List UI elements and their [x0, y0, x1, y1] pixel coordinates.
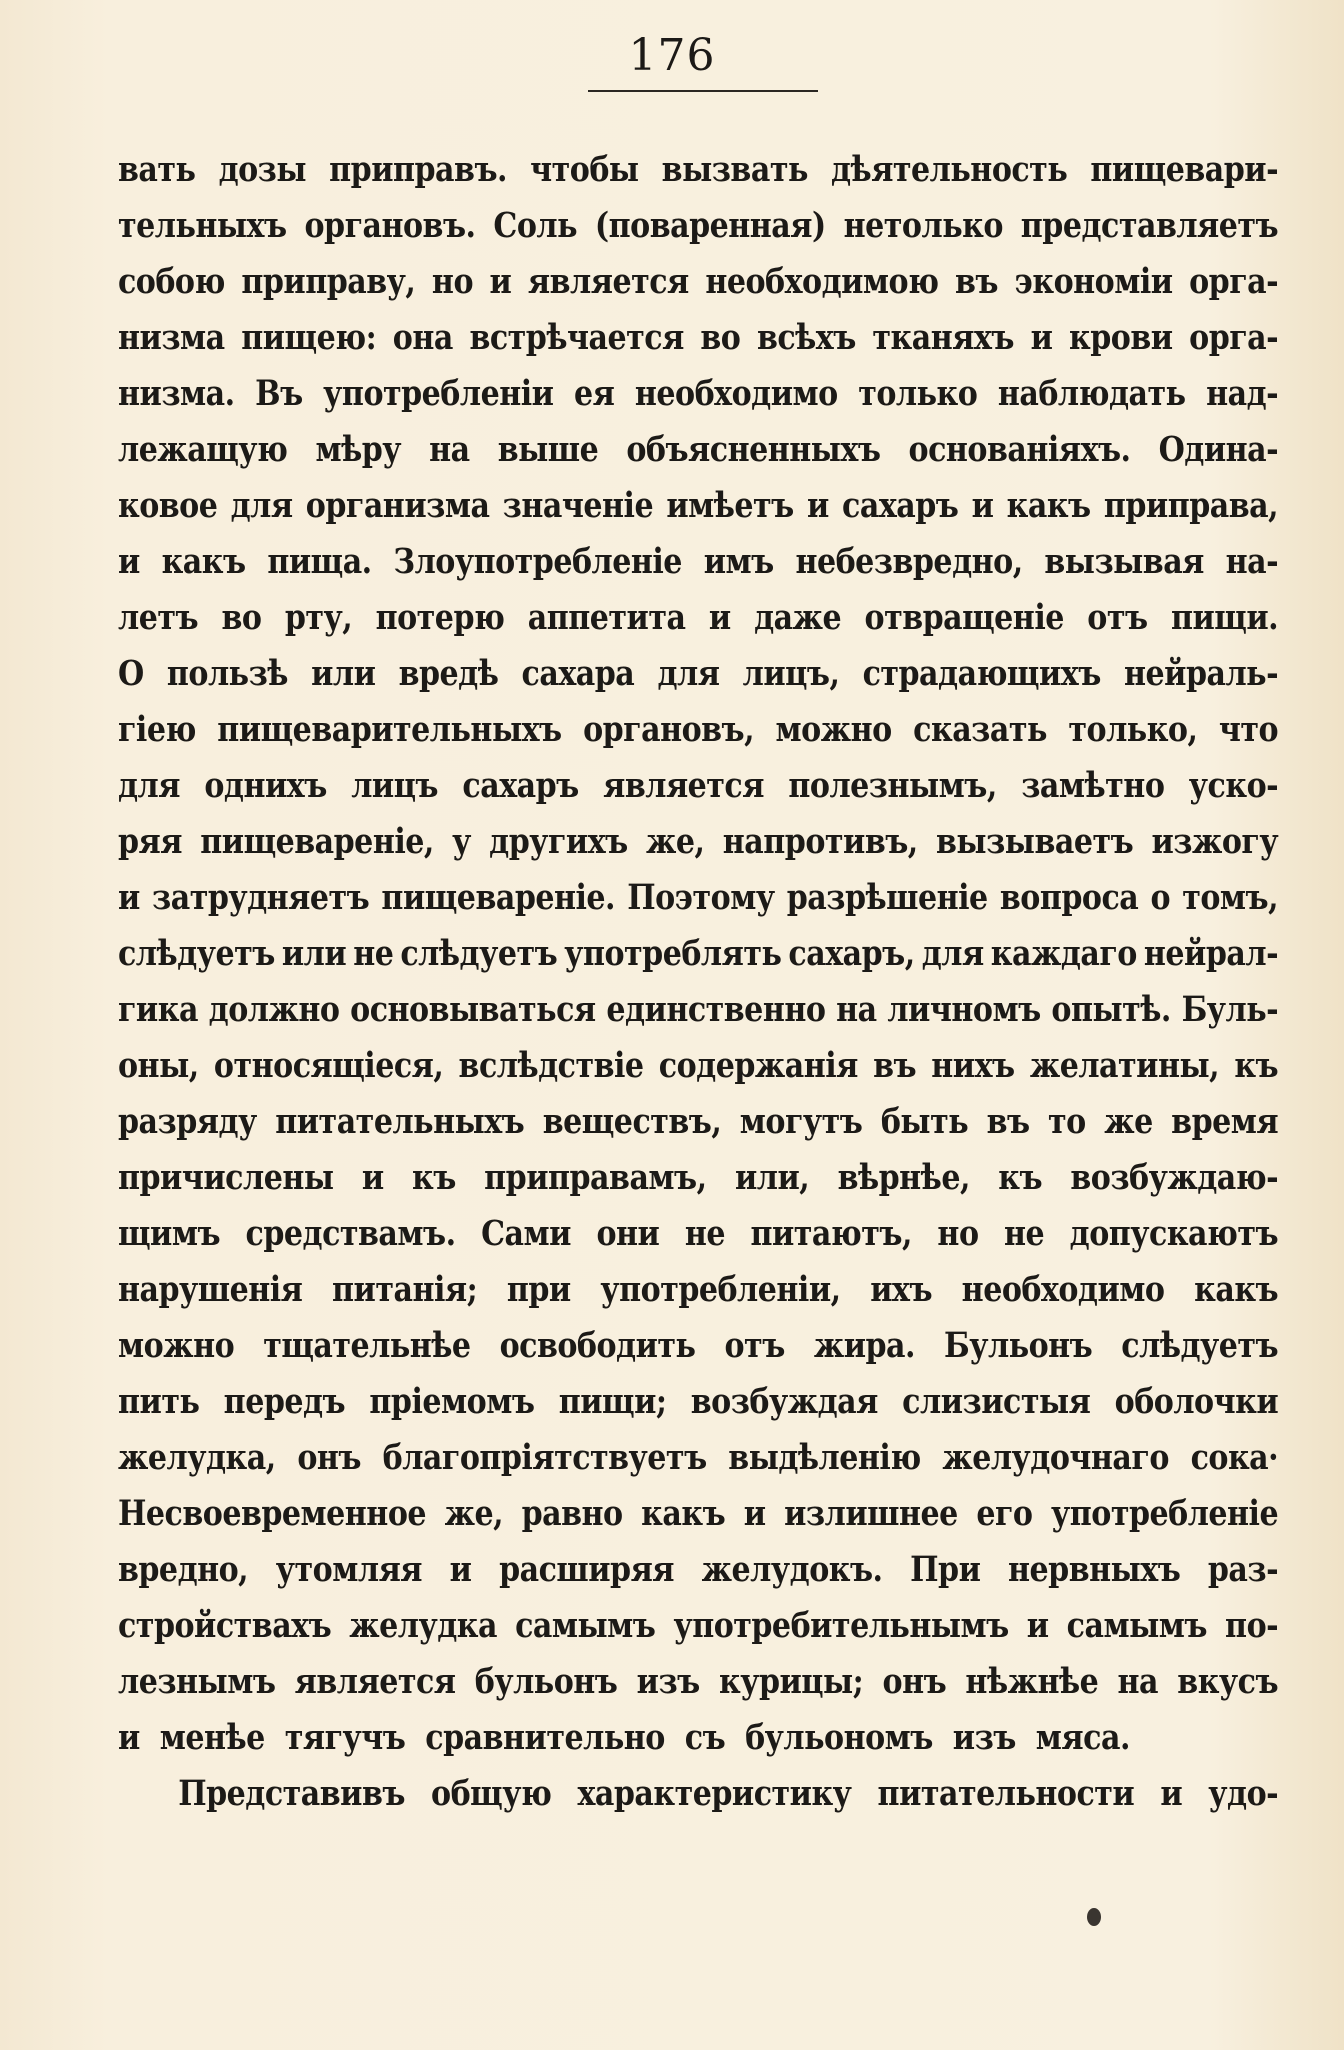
text-line: гіею пищеварительныхъ органовъ, можно сказать только, что — [118, 709, 1279, 750]
text-line: собою приправу, но и является необходимою въ экономіи орга- — [118, 261, 1279, 302]
text-line: желудка, онъ благопріятствуетъ выдѣленію желудочнаго сока· — [118, 1437, 1279, 1478]
text-line: для однихъ лицъ сахаръ является полезнымъ, замѣтно уско- — [118, 765, 1279, 806]
text-line: можно тщательнѣе освободить отъ жира. Бульонъ слѣдуетъ — [118, 1325, 1279, 1366]
text-line: низма. Въ употребленіи ея необходимо только наблюдать над- — [118, 373, 1279, 414]
text-line: вредно, утомляя и расширяя желудокъ. При нервныхъ раз- — [118, 1549, 1279, 1590]
text-line: причислены и къ приправамъ, или, вѣрнѣе, къ возбуждаю- — [118, 1157, 1279, 1198]
text-line: низма пищею: она встрѣчается во всѣхъ тканяхъ и крови орга- — [118, 317, 1279, 358]
header-rule — [588, 90, 818, 92]
text-line: лежащую мѣру на выше объясненныхъ основаніяхъ. Одина- — [118, 429, 1279, 470]
text-line: летъ во рту, потерю аппетита и даже отвращеніе отъ пищи. — [118, 597, 1279, 638]
ornament-icon — [1087, 1908, 1101, 1926]
page-number: 176 — [628, 30, 716, 81]
text-line: и затрудняетъ пищевареніе. Поэтому разрѣшеніе вопроса о томъ, — [118, 877, 1279, 918]
text-line: стройствахъ желудка самымъ употребительнымъ и самымъ по- — [118, 1605, 1279, 1646]
body-text — [118, 142, 1278, 1822]
text-line: и какъ пища. Злоупотребленіе имъ небезвредно, вызывая на- — [118, 541, 1279, 582]
text-line: разряду питательныхъ веществъ, могутъ быть въ то же время — [118, 1101, 1279, 1142]
text-line: ковое для организма значеніе имѣетъ и сахаръ и какъ приправа, — [118, 485, 1279, 526]
text-line: Представивъ общую характеристику питательности и удо- — [178, 1773, 1279, 1814]
text-line: слѣдуетъ или не слѣдуетъ употреблять сахаръ, для каждаго нейрал- — [118, 933, 1279, 974]
text-line: и менѣе тягучъ сравнительно съ бульономъ изъ мяса. — [118, 1717, 1130, 1758]
text-line: щимъ средствамъ. Сами они не питаютъ, но не допускаютъ — [118, 1213, 1279, 1254]
text-line: пить передъ пріемомъ пищи; возбуждая слизистыя оболочки — [118, 1381, 1279, 1422]
text-line: О пользѣ или вредѣ сахара для лицъ, страдающихъ нейраль- — [118, 653, 1279, 694]
text-line: тельныхъ органовъ. Соль (поваренная) нетолько представляетъ — [118, 205, 1279, 246]
text-line: ряя пищевареніе, у другихъ же, напротивъ, вызываетъ изжогу — [118, 821, 1279, 862]
text-line: лезнымъ является бульонъ изъ курицы; онъ нѣжнѣе на вкусъ — [118, 1661, 1279, 1702]
text-line: гика должно основываться единственно на личномъ опытѣ. Буль- — [118, 989, 1279, 1030]
text-line: вать дозы приправъ. чтобы вызвать дѣятельность пищевари- — [118, 149, 1279, 190]
text-line: нарушенія питанія; при употребленіи, ихъ необходимо какъ — [118, 1269, 1279, 1310]
text-line: оны, относящіеся, вслѣдствіе содержанія въ нихъ желатины, къ — [118, 1045, 1279, 1086]
text-line: Несвоевременное же, равно какъ и излишнее его употребленіе — [118, 1493, 1279, 1534]
